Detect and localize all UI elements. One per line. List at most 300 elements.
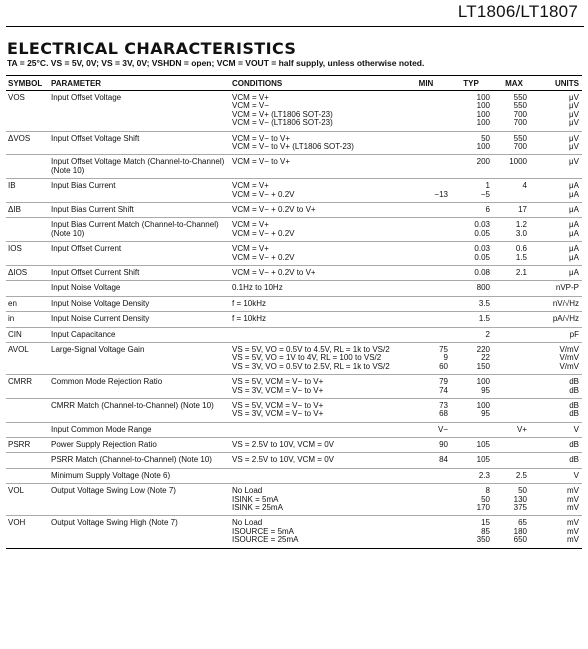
row-units-line: μV — [569, 133, 579, 143]
row-units — [536, 378, 579, 395]
row-typ-line: 95 — [481, 409, 490, 419]
row-conditions — [232, 94, 333, 128]
row-parameter: Common Mode Rejection Ratio — [51, 377, 163, 387]
row-max — [498, 269, 527, 277]
row-conditions — [232, 206, 316, 214]
row-units-line: dB — [569, 377, 579, 387]
row-parameter: Input Offset Voltage — [51, 93, 122, 102]
row-units-line: μA — [569, 267, 579, 277]
row-parameter: Input Offset Voltage Shift — [51, 133, 140, 143]
row-max-line: 700 — [513, 109, 527, 119]
row-units — [536, 206, 579, 214]
row-units — [536, 221, 579, 238]
row-max-line — [498, 378, 527, 386]
row-typ-line: 6 — [485, 204, 490, 214]
part-number: LT1806/LT1807 — [457, 2, 578, 21]
row-typ-line: 0.05 — [474, 228, 490, 238]
table-row — [6, 266, 582, 281]
col-header-parameter: PARAMETER — [51, 79, 102, 88]
row-conditions — [232, 315, 266, 323]
row-units — [536, 300, 579, 308]
row-parameter: Input Noise Current Density — [51, 314, 150, 324]
row-max-line — [498, 300, 527, 308]
row-units-line: μV — [569, 101, 579, 111]
row-typ-line: 2 — [485, 329, 490, 339]
row-max-line: 1000 — [509, 157, 527, 167]
row-units — [536, 269, 579, 277]
row-min-line: 84 — [439, 455, 448, 465]
row-units-line: μA — [569, 244, 579, 254]
row-units-line: mV — [567, 518, 579, 528]
row-conditions-line: VS = 3V, VCM = V− to V+ — [232, 385, 324, 395]
row-conditions-line: VCM = V+ — [232, 181, 269, 191]
row-max-line — [498, 331, 527, 339]
row-units — [536, 472, 579, 480]
row-typ-line: 100 — [476, 400, 490, 410]
row-max-line — [498, 315, 527, 323]
row-symbol: AVOL — [8, 344, 29, 354]
row-conditions-line: f = 10kHz — [232, 314, 267, 324]
table-row — [6, 312, 582, 327]
row-conditions-line: No Load — [232, 486, 263, 496]
row-min-line: 73 — [439, 400, 448, 410]
row-units — [536, 135, 579, 152]
row-min — [404, 346, 448, 371]
col-header-symbol: SYMBOL — [8, 79, 43, 88]
row-parameter: Input Offset Voltage Match (Channel-to-Channel) (Note 10) — [51, 157, 225, 175]
row-typ — [453, 158, 490, 166]
row-min-line: 90 — [439, 440, 448, 450]
row-conditions — [232, 182, 294, 199]
row-conditions-line: 0.1Hz to 10Hz — [232, 283, 283, 293]
row-units-line: mV — [567, 494, 579, 504]
row-typ-line: 200 — [476, 157, 490, 167]
row-max — [498, 182, 527, 199]
row-typ-line: 105 — [476, 455, 490, 465]
row-units-line: μV — [569, 109, 579, 119]
row-max-line: 375 — [513, 503, 527, 513]
row-typ-line: 150 — [476, 361, 490, 371]
row-parameter: CMRR Match (Channel-to-Channel) (Note 10) — [51, 400, 214, 410]
row-parameter: Output Voltage Swing High (Note 7) — [51, 518, 178, 528]
row-units-line: mV — [567, 486, 579, 496]
row-typ-line: 800 — [476, 283, 490, 293]
row-max-line: 50 — [518, 486, 527, 496]
row-max-line: 550 — [513, 133, 527, 143]
row-max-line — [498, 441, 527, 449]
row-conditions-line: ISINK = 25mA — [232, 503, 283, 513]
row-max — [498, 245, 527, 262]
row-max-line — [498, 191, 527, 199]
electrical-characteristics-table — [6, 75, 582, 549]
row-symbol: IOS — [8, 244, 22, 254]
row-units-line: V/mV — [559, 353, 579, 363]
row-max-line: 2.1 — [515, 267, 527, 277]
row-max-line: 0.6 — [515, 244, 527, 254]
row-conditions — [232, 378, 323, 395]
row-max-line — [498, 354, 527, 362]
row-conditions-line: VS = 3V, VO = 0.5V to 2.5V, RL = 1k to VS/2 — [232, 361, 390, 371]
table-row — [6, 218, 582, 242]
row-units — [536, 402, 579, 419]
row-symbol: VOS — [8, 93, 25, 102]
row-conditions-line: VCM = V− + 0.2V — [232, 228, 295, 238]
row-max — [498, 441, 527, 449]
row-conditions-line: VCM = V+ — [232, 244, 269, 254]
row-symbol: VOH — [8, 518, 26, 528]
table-row — [6, 91, 582, 132]
row-typ-line: 2.3 — [478, 470, 490, 480]
row-min-line: −13 — [434, 189, 448, 199]
row-min — [404, 378, 448, 395]
row-units — [536, 346, 579, 371]
row-conditions-line: VCM = V− to V+ — [232, 133, 291, 143]
row-typ — [453, 284, 490, 292]
row-max — [498, 426, 527, 434]
row-typ-line: 50 — [481, 494, 490, 504]
row-min — [404, 426, 448, 434]
row-max-line: 650 — [513, 535, 527, 545]
row-units-line: V/mV — [559, 361, 579, 371]
row-conditions — [232, 135, 354, 152]
table-row — [6, 328, 582, 343]
row-typ-line: 95 — [481, 385, 490, 395]
row-conditions-line: f = 10kHz — [232, 298, 267, 308]
col-header-max: MAX — [505, 79, 523, 88]
row-conditions — [232, 519, 298, 544]
col-header-units: UNITS — [555, 79, 579, 88]
row-conditions — [232, 221, 294, 238]
row-symbol: CIN — [8, 329, 22, 339]
row-typ — [453, 182, 490, 199]
row-parameter: Input Bias Current Shift — [51, 204, 134, 214]
row-max-line: 550 — [513, 101, 527, 111]
row-min — [404, 441, 448, 449]
row-typ-line: 0.05 — [474, 252, 490, 262]
row-parameter: Input Common Mode Range — [51, 424, 152, 434]
row-typ-line: 1.5 — [478, 314, 490, 324]
row-typ-line: 85 — [481, 526, 490, 536]
row-units-line: nV/√Hz — [552, 298, 579, 308]
table-row — [6, 453, 582, 468]
row-typ — [453, 300, 490, 308]
row-units — [536, 487, 579, 512]
row-units-line: dB — [569, 400, 579, 410]
row-units-line: μA — [569, 204, 579, 214]
row-conditions — [232, 300, 266, 308]
row-conditions-line: VS = 3V, VCM = V− to V+ — [232, 409, 324, 419]
row-typ — [453, 94, 490, 128]
table-row — [6, 179, 582, 203]
row-max — [498, 300, 527, 308]
row-conditions-line: VS = 2.5V to 10V, VCM = 0V — [232, 455, 334, 465]
row-max — [498, 456, 527, 464]
row-units-line: pA/√Hz — [552, 314, 579, 324]
row-units-line: mV — [567, 503, 579, 513]
row-max-line: V+ — [516, 424, 527, 434]
row-typ-line: 1 — [485, 181, 490, 191]
row-parameter: Input Offset Current Shift — [51, 267, 140, 277]
row-max-line — [498, 387, 527, 395]
row-units-line: μA — [569, 252, 579, 262]
row-units-line: μA — [569, 228, 579, 238]
row-max — [498, 402, 527, 419]
row-conditions-line: VCM = V+ (LT1806 SOT-23) — [232, 109, 333, 119]
row-max-line: 1.5 — [515, 252, 527, 262]
row-typ-line: 350 — [476, 535, 490, 545]
row-max — [498, 472, 527, 480]
col-header-conditions: CONDITIONS — [232, 79, 283, 88]
row-conditions-line: No Load — [232, 518, 263, 528]
row-typ-line: 220 — [476, 344, 490, 354]
row-max — [498, 94, 527, 128]
row-conditions-line: VCM = V− + 0.2V to V+ — [232, 267, 316, 277]
row-conditions-line: ISOURCE = 25mA — [232, 535, 299, 545]
row-typ — [453, 426, 490, 434]
row-conditions-line: VS = 5V, VO = 0.5V to 4.5V, RL = 1k to VS/2 — [232, 344, 390, 354]
row-typ-line: 100 — [476, 377, 490, 387]
row-conditions-line: VCM = V− + 0.2V to V+ — [232, 204, 316, 214]
row-parameter: Input Bias Current — [51, 181, 116, 191]
row-symbol: ΔVOS — [8, 133, 31, 143]
row-conditions — [232, 284, 283, 292]
row-parameter: Input Noise Voltage — [51, 283, 121, 293]
row-units-line: V — [573, 424, 579, 434]
row-max-line: 700 — [513, 141, 527, 151]
row-min-line: 9 — [443, 353, 448, 363]
row-typ-line: 105 — [476, 440, 490, 450]
row-max-line — [498, 346, 527, 354]
table-row — [6, 484, 582, 516]
row-conditions — [232, 487, 283, 512]
row-min — [404, 182, 448, 199]
row-symbol: ΔIOS — [8, 267, 28, 277]
row-max-line: 700 — [513, 118, 527, 128]
row-typ — [453, 221, 490, 238]
row-typ-line: 0.03 — [474, 244, 490, 254]
row-max-line: 2.5 — [515, 470, 527, 480]
row-units-line: dB — [569, 409, 579, 419]
row-conditions-line: ISINK = 5mA — [232, 494, 279, 504]
row-typ — [453, 245, 490, 262]
table-row — [6, 132, 582, 156]
row-parameter: PSRR Match (Channel-to-Channel) (Note 10) — [51, 455, 212, 465]
table-row — [6, 297, 582, 312]
row-conditions-line: VCM = V− + 0.2V — [232, 252, 295, 262]
row-conditions — [232, 441, 334, 449]
row-symbol: IB — [8, 181, 16, 191]
row-units — [536, 94, 579, 128]
row-conditions — [232, 158, 290, 166]
row-max-line — [498, 363, 527, 371]
row-typ-line: 0.08 — [474, 267, 490, 277]
row-units-line: μA — [569, 181, 579, 191]
table-row — [6, 516, 582, 548]
row-units-line: dB — [569, 455, 579, 465]
row-min — [404, 402, 448, 419]
row-units — [536, 284, 579, 292]
row-typ — [453, 315, 490, 323]
row-units — [536, 158, 579, 166]
row-symbol: PSRR — [8, 440, 31, 450]
row-typ-line: 3.5 — [478, 298, 490, 308]
row-units-line: μA — [569, 189, 579, 199]
row-typ-line: 50 — [481, 133, 490, 143]
header-rule — [6, 26, 584, 27]
row-typ-line: 100 — [476, 101, 490, 111]
row-max-line: 130 — [513, 494, 527, 504]
row-max-line — [498, 284, 527, 292]
row-max — [498, 378, 527, 395]
row-parameter: Large-Signal Voltage Gain — [51, 344, 145, 354]
row-max — [498, 315, 527, 323]
row-units-line: V/mV — [559, 344, 579, 354]
row-conditions — [232, 402, 323, 419]
table-row — [6, 155, 582, 179]
row-units — [536, 426, 579, 434]
row-max — [498, 346, 527, 371]
row-units-line: μV — [569, 118, 579, 128]
row-typ-line: 8 — [485, 486, 490, 496]
row-min-line: 68 — [439, 409, 448, 419]
row-max — [498, 206, 527, 214]
row-typ-line: 0.03 — [474, 220, 490, 230]
row-typ — [453, 331, 490, 339]
row-conditions-line: VCM = V+ — [232, 93, 269, 102]
row-min-line: 79 — [439, 377, 448, 387]
row-typ — [453, 519, 490, 544]
row-units-line: V — [573, 470, 579, 480]
row-max-line — [498, 402, 527, 410]
row-units — [536, 315, 579, 323]
row-parameter: Input Noise Voltage Density — [51, 298, 150, 308]
row-min — [404, 456, 448, 464]
row-min-line — [404, 472, 448, 480]
row-typ-line: 15 — [481, 518, 490, 528]
row-conditions-line: VS = 5V, VCM = V− to V+ — [232, 377, 324, 387]
row-symbol: en — [8, 298, 17, 308]
row-units — [536, 456, 579, 464]
row-conditions-line: VCM = V− (LT1806 SOT-23) — [232, 118, 333, 128]
row-units — [536, 245, 579, 262]
row-max — [498, 487, 527, 512]
table-row — [6, 469, 582, 484]
row-units-line: dB — [569, 440, 579, 450]
row-max — [498, 519, 527, 544]
row-conditions-line: VS = 5V, VO = 1V to 4V, RL = 100 to VS/2 — [232, 353, 382, 363]
table-row — [6, 423, 582, 438]
row-typ — [453, 441, 490, 449]
row-symbol: CMRR — [8, 377, 32, 387]
row-max-line: 3.0 — [515, 228, 527, 238]
row-max-line: 1.2 — [515, 220, 527, 230]
test-conditions-note: TA = 25°C. VS = 5V, 0V; VS = 3V, 0V; VSHDN = open; VCM = VOUT = half supply, unless otherwise noted. — [7, 58, 425, 68]
col-header-min: MIN — [418, 79, 434, 88]
row-min-line: 74 — [439, 385, 448, 395]
col-header-typ: TYP — [463, 79, 479, 88]
row-max-line: 180 — [513, 526, 527, 536]
row-max-line: 550 — [513, 93, 527, 102]
row-parameter: Input Bias Current Match (Channel-to-Channel) (Note 10) — [51, 220, 219, 238]
row-conditions-line: VCM = V− — [232, 101, 269, 111]
row-units-line: mV — [567, 526, 579, 536]
row-typ — [453, 206, 490, 214]
table-row — [6, 242, 582, 266]
row-conditions-line: VCM = V+ — [232, 220, 269, 230]
row-parameter: Output Voltage Swing Low (Note 7) — [51, 486, 176, 496]
row-typ — [453, 402, 490, 419]
row-units — [536, 519, 579, 544]
row-max — [498, 284, 527, 292]
row-typ — [453, 378, 490, 395]
row-units-line: μA — [569, 220, 579, 230]
table-body — [6, 91, 582, 549]
row-units-line: μV — [569, 141, 579, 151]
row-max-line: 17 — [518, 204, 527, 214]
row-units — [536, 182, 579, 199]
row-units-line: dB — [569, 385, 579, 395]
row-symbol: ΔIB — [8, 204, 21, 214]
row-units — [536, 331, 579, 339]
row-conditions — [232, 269, 316, 277]
row-max — [498, 135, 527, 152]
row-parameter: Input Offset Current — [51, 244, 122, 254]
row-conditions-line: VS = 5V, VCM = V− to V+ — [232, 400, 324, 410]
row-conditions-line: VCM = V− to V+ — [232, 157, 291, 167]
table-header-row — [6, 76, 582, 91]
table-row — [6, 343, 582, 375]
row-typ-line: −5 — [480, 189, 490, 199]
section-title: ELECTRICAL CHARACTERISTICS — [7, 39, 297, 58]
table-row — [6, 375, 582, 399]
row-typ-line: 100 — [476, 118, 490, 128]
row-units-line: pF — [569, 329, 579, 339]
row-conditions-line: VCM = V− + 0.2V — [232, 189, 295, 199]
table-row — [6, 203, 582, 218]
row-symbol: VOL — [8, 486, 25, 496]
row-max-line: 4 — [522, 181, 527, 191]
row-max — [498, 158, 527, 166]
row-conditions — [232, 245, 294, 262]
row-min — [404, 472, 448, 480]
row-max — [498, 331, 527, 339]
row-conditions-line: ISOURCE = 5mA — [232, 526, 295, 536]
row-min-line: 60 — [439, 361, 448, 371]
row-min-line: V− — [437, 424, 448, 434]
row-typ — [453, 135, 490, 152]
row-parameter: Minimum Supply Voltage (Note 6) — [51, 470, 171, 480]
row-conditions — [232, 346, 390, 371]
row-typ — [453, 269, 490, 277]
row-conditions — [232, 456, 334, 464]
table-row — [6, 281, 582, 296]
row-units-line: nVP-P — [555, 283, 579, 293]
table-row — [6, 438, 582, 453]
row-typ — [453, 456, 490, 464]
row-max-line — [498, 456, 527, 464]
row-units — [536, 441, 579, 449]
row-typ-line: 100 — [476, 109, 490, 119]
row-typ-line: 170 — [476, 503, 490, 513]
row-typ — [453, 487, 490, 512]
row-parameter: Input Capacitance — [51, 329, 116, 339]
table-row — [6, 399, 582, 423]
row-conditions-line: VS = 2.5V to 10V, VCM = 0V — [232, 440, 334, 450]
row-min-line: 75 — [439, 344, 448, 354]
row-units-line: μV — [569, 157, 579, 167]
row-typ-line: 100 — [476, 141, 490, 151]
row-conditions-line: VCM = V− to V+ (LT1806 SOT-23) — [232, 141, 354, 151]
